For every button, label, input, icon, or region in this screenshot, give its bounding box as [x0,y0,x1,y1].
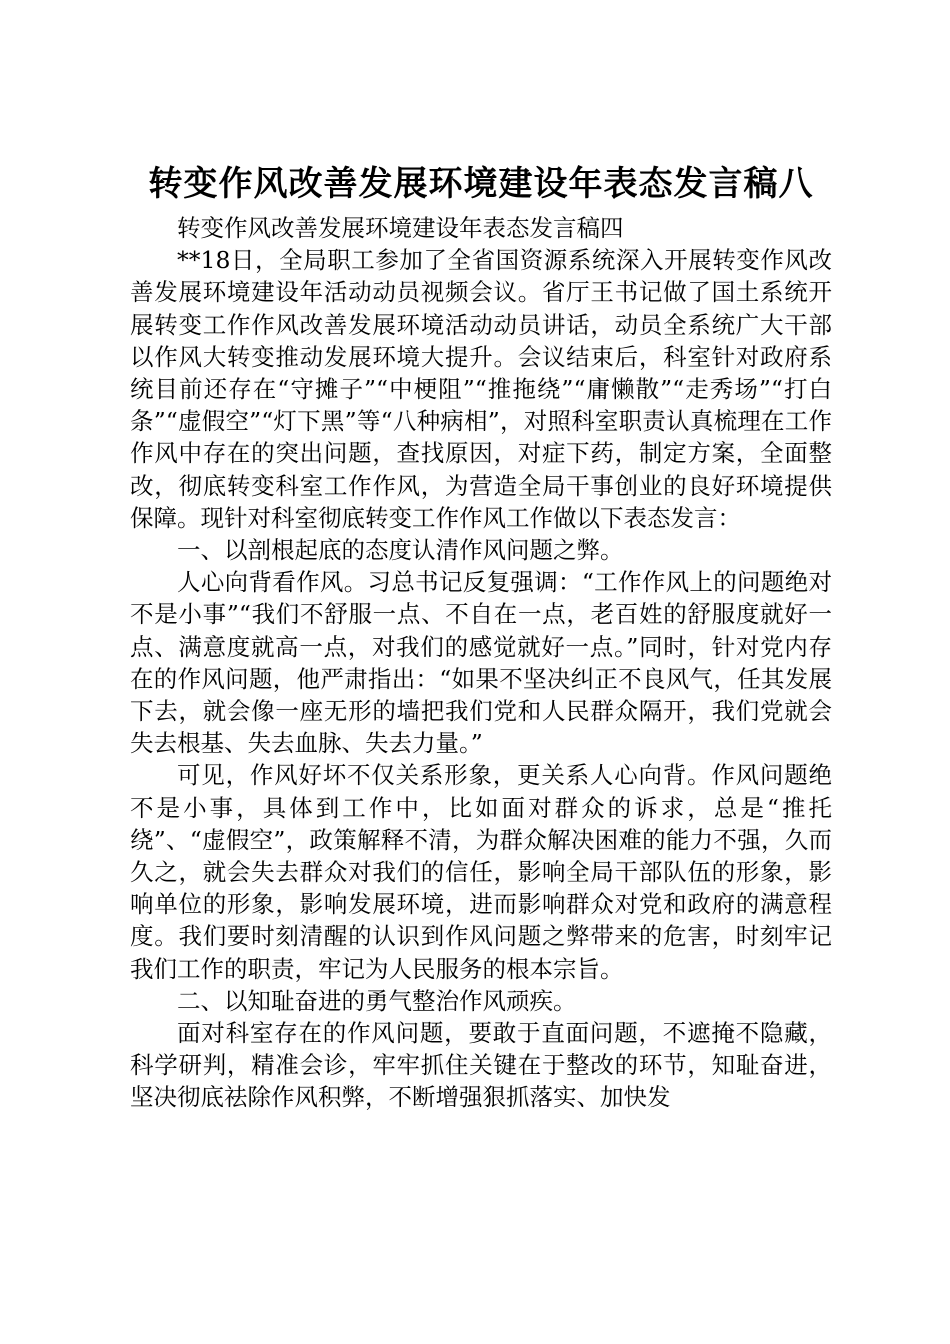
paragraph: 人心向背看作风。习总书记反复强调：“工作作风上的问题绝对不是小事”“我们不舒服一点、不自在一点，老百姓的舒服度就好一点、满意度就高一点，对我们的感觉就好一点。”同时，针对党内存在的作风问题，他严肃指出：“如果不坚决纠正不良风气，任其发展下去，就会像一座无形的墙把我们党和人民群众隔开，我们党就会失去根基、失去血脉、失去力量。” [130,568,832,758]
section-heading-1: 一、以剖根起底的态度认清作风问题之弊。 [177,536,624,565]
paragraph: 可见，作风好坏不仅关系形象，更关系人心向背。作风问题绝不是小事，具体到工作中，比如面对群众的诉求，总是“推托绕”、“虚假空”，政策解释不清，为群众解决困难的能力不强，久而久之，就会失去群众对我们的信任，影响全局干部队伍的形象，影响单位的形象，影响发展环境，进而影响群众对党和政府的满意程度。我们要时刻清醒的认识到作风问题之弊带来的危害，时刻牢记我们工作的职责，牢记为人民服务的根本宗旨。 [130,761,832,983]
document-title: 转变作风改善发展环境建设年表态发言稿八 [148,164,814,204]
document-subtitle: 转变作风改善发展环境建设年表态发言稿四 [177,214,624,242]
paragraph: 面对科室存在的作风问题，要敢于直面问题，不遮掩不隐藏，科学研判，精准会诊，牢牢抓住关键在于整改的环节，知耻奋进，坚决彻底祛除作风积弊，不断增强狠抓落实、加快发 [130,1019,832,1112]
section-heading-2: 二、以知耻奋进的勇气整治作风顽疾。 [177,986,577,1015]
document-body [130,212,832,1114]
paragraph-intro: **18日，全局职工参加了全省国资源系统深入开展转变作风改善发展环境建设年活动动员视频会议。省厅王书记做了国土系统开展转变工作作风改善发展环境活动动员讲话，动员全系统广大干部以作风大转变推动发展环境大提升。会议结束后，科室针对政府系统目前还存在“守摊子”“中梗阻”“推拖绕”“庸懒散”“走秀场”“打白条”“虚假空”“灯下黑”等“八种病相”，对照科室职责认真梳理在工作作风中存在的突出问题，查找原因，对症下药，制定方案，全面整改，彻底转变科室工作作风，为营造全局干事创业的良好环境提供保障。现针对科室彻底转变工作作风工作做以下表态发言： [130,246,832,532]
